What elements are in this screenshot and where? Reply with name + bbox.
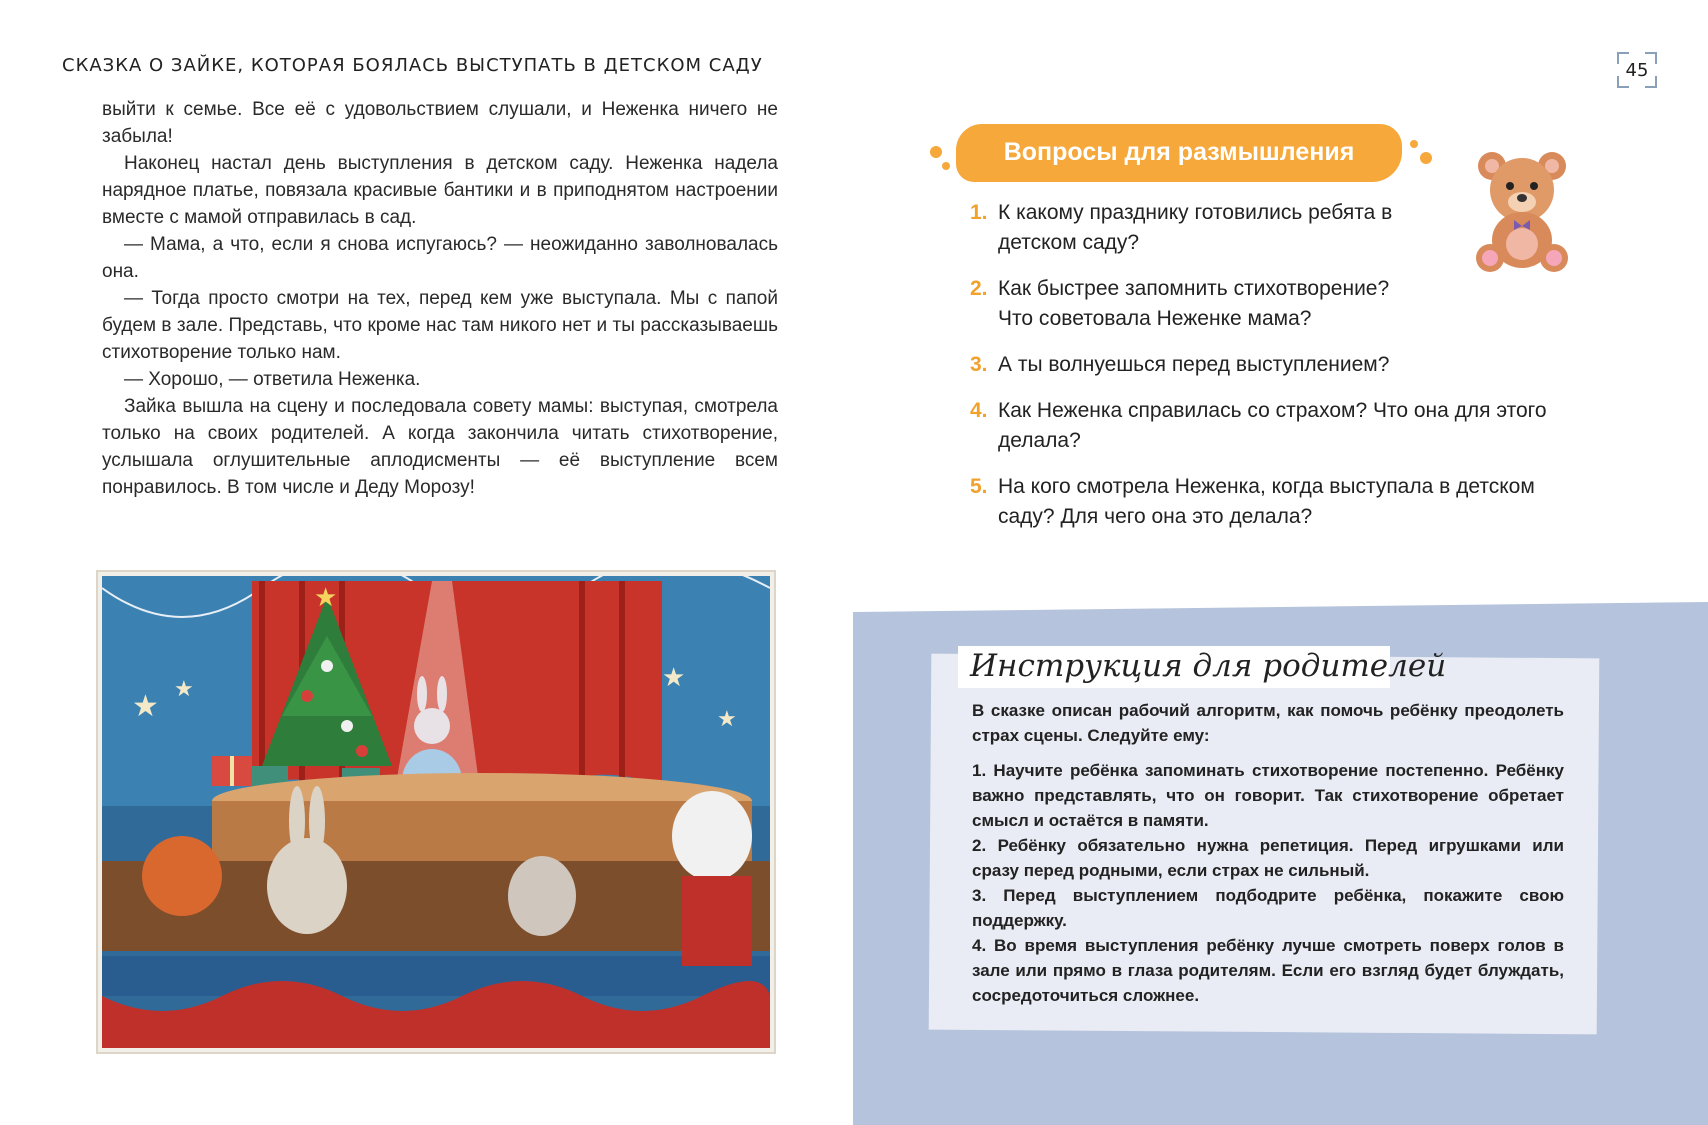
question-number: 1.	[970, 201, 988, 224]
question-item	[970, 274, 1590, 334]
question-number: 2.	[970, 277, 988, 300]
stage-illustration	[98, 572, 774, 1052]
stage-scene-svg	[102, 576, 770, 1048]
question-text: Как быстрее запомнить стихотворение? Что советовала Неженке мама?	[998, 277, 1390, 330]
question-item	[970, 350, 1590, 380]
parents-intro: В сказке описан рабочий алгоритм, как помочь ребёнку преодолеть страх сцены. Следуйте ему:	[972, 701, 1564, 745]
parents-step: 4. Во время выступления ребёнку лучше смотреть поверх голов в зале или прямо в глаза родителям. Если его взгляд будет блуждать, сосредоточиться сложнее.	[972, 936, 1564, 1005]
parents-title: Инструкция для родителей	[970, 648, 1447, 684]
question-item	[970, 396, 1590, 456]
decor-dot	[942, 162, 950, 170]
svg-text:★: ★	[662, 663, 686, 693]
questions-title: Вопросы для размышления	[1003, 138, 1355, 166]
parents-step: 3. Перед выступлением подбодрите ребёнка, покажите свою поддержку.	[972, 886, 1564, 930]
questions-heading-banner	[956, 124, 1402, 182]
decor-dot	[1410, 140, 1418, 148]
parents-step: 1. Научите ребёнка запоминать стихотворение постепенно. Ребёнку важно представлять, что он говорит. Так стихотворение обретает смысл и остаётся в памяти.	[972, 761, 1564, 830]
question-number: 4.	[970, 399, 988, 422]
story-text	[102, 96, 778, 501]
parents-step: 2. Ребёнку обязательно нужна репетиция. Перед игрушками или сразу перед родными, если страх не сильный.	[972, 836, 1564, 880]
teddy-bear-icon	[1470, 148, 1574, 272]
story-paragraph: — Мама, а что, если я снова испугаюсь? — неожиданно заволновалась она.	[102, 234, 778, 282]
question-text: К какому празднику готовились ребята в детском саду?	[998, 201, 1393, 254]
story-paragraph: — Хорошо, — ответила Неженка.	[124, 369, 421, 390]
question-text: Как Неженка справилась со страхом? Что она для этого делала?	[998, 399, 1547, 452]
svg-text:★: ★	[174, 677, 194, 702]
story-paragraph: Наконец настал день выступления в детском саду. Неженка надела нарядное платье, повязала красивые бантики и в приподнятом настроении вместе с мамой отправилась в сад.	[102, 153, 778, 228]
decor-dot	[1420, 152, 1432, 164]
question-text: А ты волнуешься перед выступлением?	[998, 353, 1390, 376]
story-paragraph: выйти к семье. Все её с удовольствием слушали, и Неженка ничего не забыла!	[102, 99, 778, 147]
svg-text:★: ★	[132, 689, 159, 724]
story-paragraph: Зайка вышла на сцену и последовала совету мамы: выступая, смотрела только на своих родителей. А когда закончила читать стихотворение, услышала оглушительные аплодисменты — её выступление всем понравилось. В том числе и Деду Морозу!	[102, 396, 778, 498]
question-item	[970, 472, 1590, 532]
story-paragraph: — Тогда просто смотри на тех, перед кем уже выступала. Мы с папой будем в зале. Представь, что кроме нас там никого нет и ты рассказываешь стихотворение только нам.	[102, 288, 778, 363]
page-number	[1615, 50, 1659, 90]
question-text: На кого смотрела Неженка, когда выступала в детском саду? Для чего она это делала?	[998, 475, 1535, 528]
parents-instructions	[972, 698, 1564, 1008]
running-title: СКАЗКА О ЗАЙКЕ, КОТОРАЯ БОЯЛАСЬ ВЫСТУПАТЬ В ДЕТСКОМ САДУ	[62, 55, 763, 76]
page-number-label: 45	[1625, 60, 1649, 81]
svg-text:★: ★	[717, 707, 737, 732]
decor-dot	[930, 146, 942, 158]
question-number: 5.	[970, 475, 988, 498]
svg-text:★: ★	[314, 583, 338, 613]
question-number: 3.	[970, 353, 988, 376]
